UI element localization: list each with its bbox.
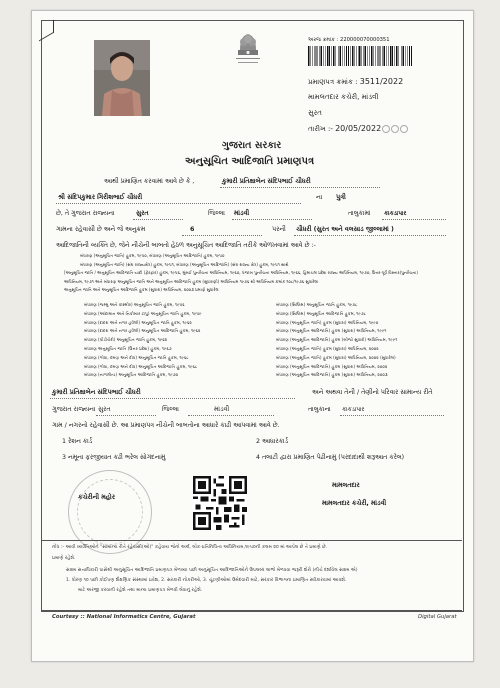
office-stamp-label: કચેરીની મહોર [78,494,115,501]
note-1-tail: પ્રમાણે રહેશે. [52,556,76,561]
district-underline [133,219,183,220]
signatory-designation: મામલતદાર [332,482,360,489]
district-label: જિલ્લા [208,210,225,217]
certificate-number [308,77,403,87]
basis-item: 3 નમૂના ફરજીયાત કઢી ભરેલ સોગંદનામું [62,454,166,461]
village-2-underline [340,415,444,416]
taluka-2-label: તાલુકાના [308,406,331,413]
order-right-item: બંધારણ (અનુસૂચિત જાતિ) હુકમ (સુધારા) અધિનિયમ, ૨૦૦૨ (સુધારેલ) [276,354,396,360]
order-right-item: બંધારણ (અનુસૂચિત આદિજાતિ) હુકમ (સુધારા) અધિનિયમ, ૨૦૦૩ [276,372,388,378]
issuing-place: સુરત [308,109,322,117]
orders-left-list [84,301,202,380]
certificate-title: અનુસૂચિત આદિજાતિ પ્રમાણપત્ર [185,156,315,167]
note-2: સક્ષમ સત્તાધિકારી પાસેથી અનુસૂચિત આદિજાતિ પ્રમાણપત્ર મેળવ્યા પછી અનુસૂચિત આદિજાતિઓને ઉપલબ્ધ લાભો મેળવવા જરૂરી શેરો (નીચે દર્શાવેલ સક્ષમ એ) [66,568,358,573]
scheme-line: આદિજાતિની વ્યક્તિ છે, જેને નીચેની બાબતો હેઠળ અનુસૂચિત આદિજાતિ તરીકે ઓળખવામાં આવે છે :- [56,242,316,249]
order-left-item: બંધારણ (દાદરા અને નગર હવેલી) અનુસૂચિત જાતિ હુકમ, ૧૯૬૨ [84,319,192,325]
certificate-number-value: 3511/2022 [359,77,404,86]
taluka-2-underline [188,415,274,416]
order-left-item: બંધારણ (પોંડીચેરી) અનુસૂચિત જાતિ હુકમ, ૧૯૬૪ [84,337,168,343]
applicant-name-2: કુમારી પ્રતિક્ષાબેન સંદિપભાઈ ચૌધરી [52,389,141,396]
orders-right-list [276,301,397,380]
application-number-label: અરજ ક્રમાંક : [308,37,339,43]
village-value: કાકડાપાર [384,211,407,217]
notes-separator [41,540,462,541]
grey-stamp-icon [381,123,411,135]
order-right-item: બંધારણ (અનુસૂચિત જાતિ) હુકમ (સુધારા) અધિનિયમ, ૨૦૦૨ [276,345,379,351]
basis-item: 1 રેશન કાર્ડ [62,438,93,445]
application-number [308,37,390,44]
basis-item: 4 તલાટી દ્વારા પ્રમાણિત પેઢીનામું (પરદાદાથી શરૂઆત કરેલ) [256,454,405,461]
applicant-underline [220,187,380,188]
order-left-item: બંધારણ (જમ્મુ અને કાશ્મીર) અનુસૂચિત જાતિ હુકમ, ૧૯૫૬ [84,302,185,307]
note-3: 1. ધોરણ ૧૦ પછી કોઈપણ શૈક્ષણિક સંસ્થામાં પ્રવેશ, 2. સરકારી નોકરીઓ, 3. ચૂંટણીઓમાં ઉમેદવારી માટે, સરકાર વિભાગના પ્રમાણિત સ્વીકારવામાં આવશે. [66,578,347,583]
state-text: છે, તે ગુજરાત રાજ્યના [56,210,115,217]
taluka-label: તાલુકામાં [348,210,371,217]
signatory-office: મામલતદાર કચેરી, માંડવી [322,500,387,507]
order-left-item: બંધારણ (ગોવા, દમણ અને દીવ) અનુસૂચિત આદિજાતિ હુકમ, ૧૯૬૮ [84,363,198,369]
order-right-item: બંધારણ (અનુસૂચિત આદિજાતિ) હુકમ (સુધારા) અધિનિયમ, ૧૯૯૧ [276,328,387,334]
district-2-label: જિલ્લા [162,406,179,413]
issue-date-label: તારીખ :- [308,125,333,133]
application-number-value: 220000070000351 [340,37,390,43]
order-right-item: બંધારણ (અનુસૂચિત જાતિ) હુકમ (સુધારા) અધિનિયમ, ૧૯૯૦ [276,319,379,325]
footer-separator [41,610,462,611]
order-left-item: બંધારણ અનુસૂચિત જાતિ (ઉત્તર પ્રદેશ) હુકમ, ૧૯૬૭ [84,345,172,351]
issue-date-value: 20/05/2022 [335,124,382,133]
order-line: બંધારણ (અનુસૂચિત જાતિ) હુકમ, ૧૯૫૦, બંધારણ (અનુસૂચિત આદિજાતિ) હુકમ, ૧૯૫૦ [80,253,225,258]
father-name: શ્રી સંદિપકુમાર ગિરીશભાઈ ચૌધરી [58,194,143,201]
na-text: ના [316,194,323,201]
footer-courtesy: Courtesy :: National Informatics Centre, Gujarat [52,614,196,620]
footer-brand: Digital Gujarat [418,614,457,620]
relation-value: પુત્રી [336,194,346,201]
issuing-office: મામલતદાર કચેરી, માંડવી [308,93,379,101]
taluka-value: માંડવી [234,210,250,217]
order-left-item: બંધારણ (નાગાલેન્ડ) અનુસૂચિત આદિજાતિ હુકમ, ૧૯૭૦ [84,372,179,378]
applicant-photo [94,40,150,116]
order-line: અનુસૂચિત જાતિ અને અનુસૂચિત આદિજાતિ હુકમ (સુધારા) અધિનિયમ, ૨૦૦૩ પ્રમાણે સુધારેલ [64,287,219,293]
district-2-value: સુરત [98,406,111,413]
caste-underline [294,235,446,236]
national-emblem-icon [230,28,266,70]
class-mid-text: પરની [272,226,286,233]
order-right-item: બંધારણ (સિક્કિમ) અનુસૂચિત જાતિ હુકમ, ૧૯૭૮ [276,302,358,307]
family-label: અને અથવા તેની / તેણીનો પરિવાર સામાન્ય રીતે [312,389,433,396]
order-left-item: બંધારણ (ગોવા, દમણ અને દીવ) અનુસૂચિત જાતિ હુકમ, ૧૯૬૮ [84,354,189,360]
order-line: બંધારણ (અનુસૂચિત જાતિ) (સંઘ રાજ્યક્ષેત્ર) હુકમ, ૧૯૫૧, બંધારણ (અનુસૂચિત આદિજાતિ) (સંઘ રાજ્ય ક્ષેત્ર) હુકમ, ૧૯૫૧ સાથે [80,261,289,267]
order-line: [અનુસૂચિત જાતિ / અનુસૂચિત આદિજાતિ યાદી (ફેરફાર) હુકમ, ૧૯૫૬, મુંબઈ પુનર્રચના અધિનિયમ, ૧૯૬૦, પંજાબ પુનર્રચના અધિનિયમ, ૧૯૬૬, હિમાચલ પ્રદેશ રાજ્ય અધિનિયમ, ૧૯૭૦, ઉત્તર-પૂર્વ વિસ્તાર(પુનર્રચના) [64,270,418,276]
order-left-item: બંધારણ (આંદામાન અને નિકોબાર ટાપુ) અનુસૂચિત જાતિ હુકમ, ૧૯૫૯ [84,310,202,316]
taluka-underline [232,219,312,220]
issue-date [308,124,381,134]
class-text: ગામના રહેવાસી છે અને જે અનુક્રમ [56,226,146,233]
note-4: માટે અરજી કરવાની રહેશે તથા માન્ય પ્રમાણપત્ર મેળવી લેવાનું રહેશે. [78,588,203,593]
district-value: સુરત [136,210,149,217]
village-underline [382,219,446,220]
class-number: 6 [190,226,195,233]
applicant-2-underline [50,398,295,399]
caste-value: ચૌધરી (સુરત અને વલસાડ જીલ્લામાં ) [296,226,394,233]
certificate-number-label: પ્રમાણપત્ર ક્રમાંક : [308,78,358,86]
intro-text: આથી પ્રમાણિત કરવામાં આવે છે કે , [104,178,195,185]
father-underline [56,203,301,204]
order-right-item: બંધારણ (સિક્કિમ) અનુસૂચિત આદિજાતિ હુકમ, ૧૯૭૮ [276,310,367,316]
village-2-value: કાકડાપાર [342,407,365,413]
office-seal [68,470,152,554]
government-title: ગુજરાત સરકાર [222,140,282,151]
district-2-underline [96,415,156,416]
qr-code-icon [193,476,247,530]
order-line: અધિનિયમ, ૧૯૭૧ અને બંધારણ અનુસૂચિત જાતિ અને અનુસૂચિત આદિજાતિ હુકમ (સુધારણી) અધિનિયમ ૧૯૭૬ થી અધિનિયમ ક્રમાંક ૧૦૮/૧૯૭૬ સુધારેલા [64,278,319,284]
order-right-item: બંધારણ (અનુસૂચિત આદિજાતિ) હુકમ (બીજો સુધારો) અધિનિયમ, ૧૯૯૧ [276,337,398,343]
class-underline [182,235,262,236]
order-left-item: બંધારણ (દાદરા અને નગર હવેલી) અનુસૂચિત આદિજાતિ હુકમ, ૧૯૬૨ [84,328,201,334]
orders-block [64,252,452,295]
taluka-2-value: માંડવી [214,406,230,413]
purpose-line: ગામ / નગરનો રહેવાસી છે. આ પ્રમાણપત્ર નીચેની બાબતોના આધારે કાઢી આપવામાં આવે છે. [52,422,280,429]
applicant-name: કુમારી પ્રતિક્ષાબેન સંદિપભાઈ ચૌધરી [222,178,311,185]
order-right-item: બંધારણ (અનુસૂચિત આદિજાતિ) હુકમ (સુધારા) અધિનિયમ, ૨૦૦૨ [276,363,388,369]
barcode [308,46,412,66]
note-1: નોંધ :- આવી વ્યક્તિઓને "સામાન્ય રીતે રહેવાસી(ઓ)" કહેવાય જેનો અર્થ, લોક-પ્રતિનિધિત્વ અધિનિયમ,૧૯૫૦ની કલમ ૨૦ માં આપેલ છે તે પ્રમાણે છે. [52,545,328,550]
state-2-text: ગુજરાત રાજ્યના [52,406,96,413]
basis-item: 2 આધારકાર્ડ [256,438,289,445]
